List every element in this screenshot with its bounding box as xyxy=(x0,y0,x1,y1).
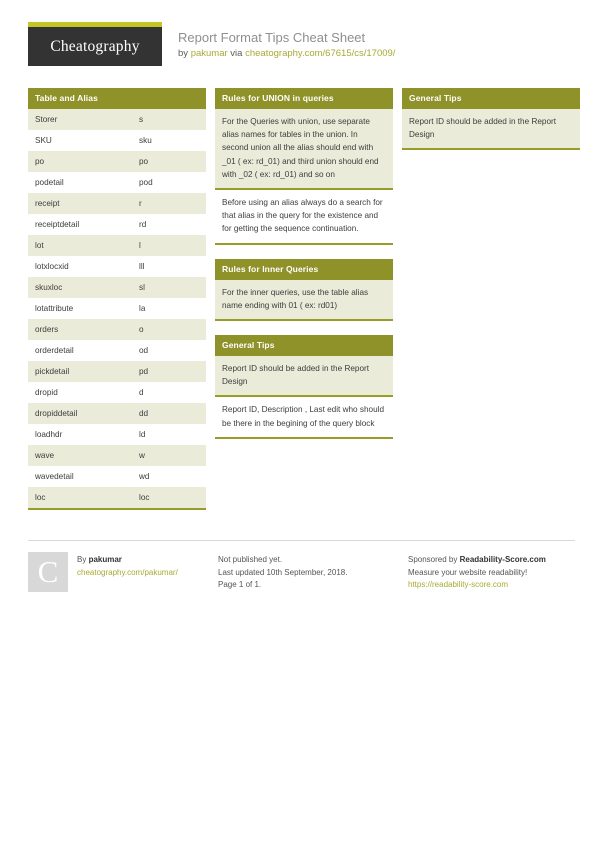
table-name: orders xyxy=(35,325,59,334)
table-row xyxy=(28,361,206,382)
block-title: Rules for UNION in queries xyxy=(215,88,393,109)
table-alias: dd xyxy=(139,409,149,418)
logo-box xyxy=(28,27,162,66)
table-alias: sl xyxy=(139,283,145,292)
block-rules-for-union xyxy=(215,88,393,245)
table-alias: ld xyxy=(139,430,146,439)
table-name: wave xyxy=(35,451,55,460)
column-3 xyxy=(402,88,580,164)
columns-container xyxy=(28,88,575,524)
byline-prefix: by xyxy=(178,48,191,59)
block-rules-for-inner-queries xyxy=(215,259,393,321)
column-1 xyxy=(28,88,206,524)
footer-publish-section xyxy=(215,552,405,592)
author-profile-link[interactable]: cheatography.com/pakumar/ xyxy=(77,567,178,577)
sponsor-prefix: Sponsored by xyxy=(408,555,460,564)
table-row xyxy=(28,403,206,424)
footer-author-name: pakumar xyxy=(88,555,122,564)
block-paragraph: For the inner queries, use the table alias name ending with 01 ( ex: rd01) xyxy=(215,280,393,319)
logo-text: Cheatography xyxy=(50,37,140,55)
table-row xyxy=(28,172,206,193)
block-title: General Tips xyxy=(402,88,580,109)
table-name: loadhdr xyxy=(35,430,63,439)
table-name: receiptdetail xyxy=(35,220,80,229)
table-row xyxy=(28,151,206,172)
cheatography-logo[interactable] xyxy=(28,22,162,66)
sponsor-url-link[interactable]: https://readability-score.com xyxy=(408,580,509,589)
table-row xyxy=(28,382,206,403)
table-alias: s xyxy=(139,115,144,124)
page-number: Page 1 of 1. xyxy=(218,580,262,589)
byline-via: via xyxy=(227,48,246,59)
table-name: lotxlocxid xyxy=(35,262,69,271)
table-row xyxy=(28,214,206,235)
table-row xyxy=(28,340,206,361)
table-row xyxy=(28,109,206,130)
avatar: C xyxy=(28,552,68,592)
author-byline xyxy=(77,554,178,567)
block-table-and-alias xyxy=(28,88,206,510)
block-paragraph: Report ID should be added in the Report Design xyxy=(215,356,393,395)
table-name: loc xyxy=(35,493,46,502)
table-row xyxy=(28,466,206,487)
table-name: lotattribute xyxy=(35,304,74,313)
table-row xyxy=(28,298,206,319)
table-name: dropid xyxy=(35,388,58,397)
block-title: Rules for Inner Queries xyxy=(215,259,393,280)
footer-sponsor-section xyxy=(405,552,595,592)
block-title: General Tips xyxy=(215,335,393,356)
table-alias: lll xyxy=(139,262,145,271)
table-name: receipt xyxy=(35,199,60,208)
table-row xyxy=(28,277,206,298)
byline xyxy=(178,48,395,60)
publish-info xyxy=(218,552,347,592)
by-label: By xyxy=(77,555,89,564)
table-row xyxy=(28,319,206,340)
column-2 xyxy=(215,88,393,453)
sponsor-tagline: Measure your website readability! xyxy=(408,567,528,577)
table-name: lot xyxy=(35,241,44,250)
table-alias: o xyxy=(139,325,144,334)
block-paragraph: For the Queries with union, use separate alias names for tables in the union. In second union all the alias should end with _01 ( ex: rd_01) and third union should end with _02 ( ex: rd_01) and so on xyxy=(215,109,393,188)
table-alias: w xyxy=(139,451,145,460)
footer-author-section xyxy=(28,552,215,592)
table-alias: l xyxy=(139,241,141,250)
table-alias: sku xyxy=(139,136,152,145)
page-footer xyxy=(28,540,575,592)
table-row xyxy=(28,235,206,256)
table-alias: od xyxy=(139,346,149,355)
block-paragraph: Before using an alias always do a search for that alias in the query for the existence and for getting the sequence continuation. xyxy=(215,188,393,243)
sponsor-info xyxy=(408,552,546,592)
table-name: po xyxy=(35,157,45,166)
table-row xyxy=(28,130,206,151)
table-alias: d xyxy=(139,388,144,397)
block-paragraph: Report ID, Description , Last edit who should be there in the begining of the query block xyxy=(215,395,393,436)
table-name: dropiddetail xyxy=(35,409,78,418)
author-info xyxy=(77,552,178,592)
table-row xyxy=(28,256,206,277)
author-link[interactable]: pakumar xyxy=(190,48,228,59)
page-header xyxy=(28,22,575,74)
table-alias: po xyxy=(139,157,149,166)
table-row xyxy=(28,193,206,214)
table-alias: loc xyxy=(139,493,150,502)
block-general-tips xyxy=(402,88,580,150)
table-alias: pod xyxy=(139,178,153,187)
table-row xyxy=(28,445,206,466)
table-alias: r xyxy=(139,199,142,208)
publish-status: Not published yet. xyxy=(218,555,283,564)
block-title: Table and Alias xyxy=(28,88,206,109)
table-name: SKU xyxy=(35,136,52,145)
table-alias: rd xyxy=(139,220,147,229)
block-general-tips xyxy=(215,335,393,439)
last-updated: Last updated 10th September, 2018. xyxy=(218,567,348,577)
block-paragraph: Report ID should be added in the Report Design xyxy=(402,109,580,148)
table-alias: wd xyxy=(139,472,150,481)
source-url-link[interactable]: cheatography.com/67615/cs/17009/ xyxy=(245,48,396,59)
table-alias: pd xyxy=(139,367,149,376)
table-alias: la xyxy=(139,304,146,313)
sponsor-line xyxy=(408,554,546,567)
table-name: orderdetail xyxy=(35,346,74,355)
table-row xyxy=(28,487,206,508)
table-row xyxy=(28,424,206,445)
table-name: skuxloc xyxy=(35,283,63,292)
sponsor-name: Readability-Score.com xyxy=(459,555,546,564)
page-title: Report Format Tips Cheat Sheet xyxy=(178,30,366,45)
table-name: pickdetail xyxy=(35,367,70,376)
table-name: podetail xyxy=(35,178,64,187)
table-name: Storer xyxy=(35,115,58,124)
title-block xyxy=(162,22,395,60)
table-name: wavedetail xyxy=(35,472,74,481)
